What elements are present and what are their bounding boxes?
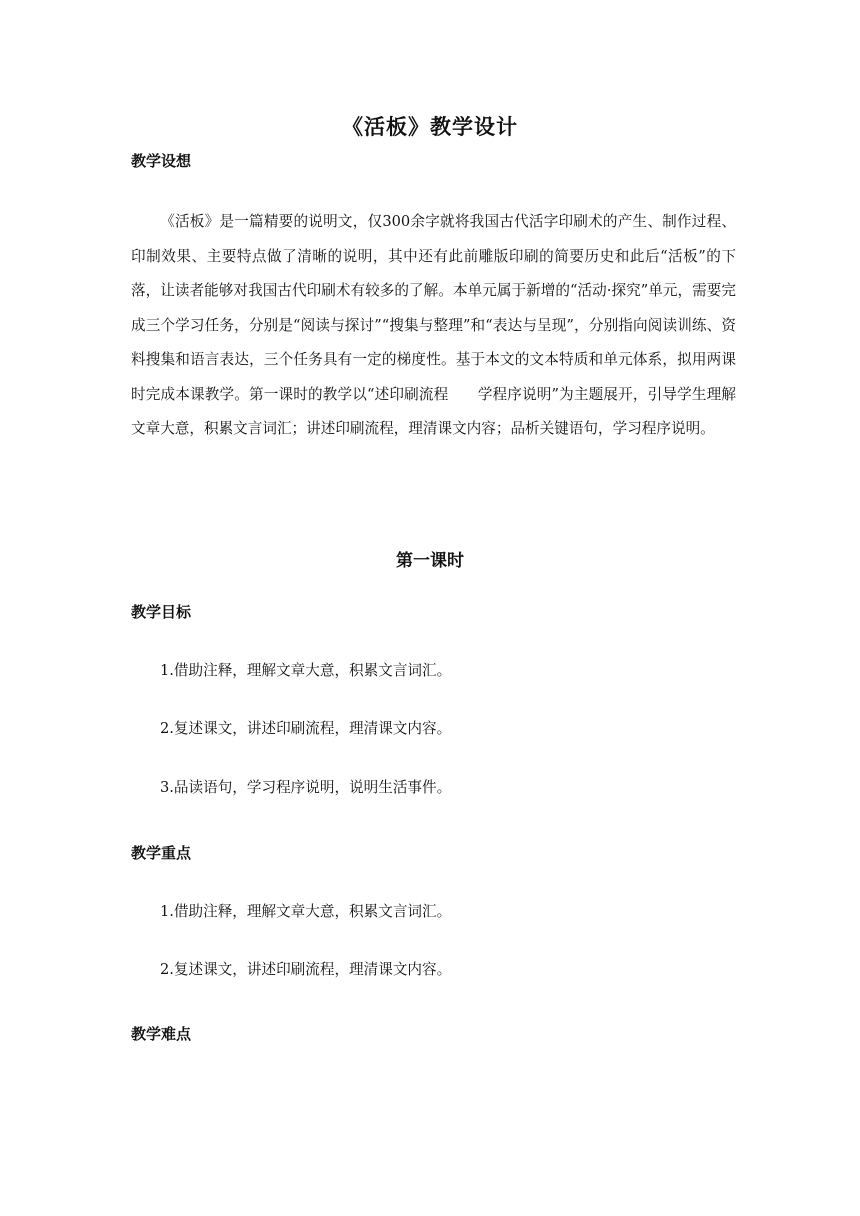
objective-item-1: 1.借助注释，理解文章大意，积累文言词汇。	[160, 662, 452, 679]
document-title: 《活板》教学设计	[342, 115, 518, 139]
objective-item-3: 3.品读语句，学习程序说明，说明生活事件。	[160, 779, 452, 796]
objective-item-2: 2.复述课文，讲述印刷流程，理清课文内容。	[160, 720, 452, 737]
key-point-item-1: 1.借助注释，理解文章大意，积累文言词汇。	[160, 903, 452, 920]
lesson-title: 第一课时	[396, 551, 464, 571]
teaching-idea-paragraph: 《活板》是一篇精要的说明文，仅300余字就将我国古代活字印刷术的产生、制作过程、印制效果、主要特点做了清晰的说明，其中还有此前雕版印刷的简要历史和此后“活板”的下落，让读者能够对我国古代印刷术有较多的了解。本单元属于新增的“活动·探究”单元，需要完成三个学习任务，分别是“阅读与探讨”“搜集与整理”和“表达与呈现”，分别指向阅读训练、资料搜集和语言表达，三个任务具有一定的梯度性。基于本文的文本特质和单元体系，拟用两课时完成本课教学。第一课时的教学以“述印刷流程 学程序说明”为主题展开，引导学生理解文章大意，积累文言词汇；讲述印刷流程，理清课文内容；品析关键语句，学习程序说明。	[131, 213, 736, 437]
heading-key-points: 教学重点	[131, 844, 192, 862]
key-point-item-2: 2.复述课文，讲述印刷流程，理清课文内容。	[160, 961, 452, 978]
heading-difficulties: 教学难点	[131, 1025, 192, 1043]
heading-teaching-objectives: 教学目标	[131, 603, 192, 621]
heading-teaching-idea: 教学设想	[131, 152, 192, 170]
